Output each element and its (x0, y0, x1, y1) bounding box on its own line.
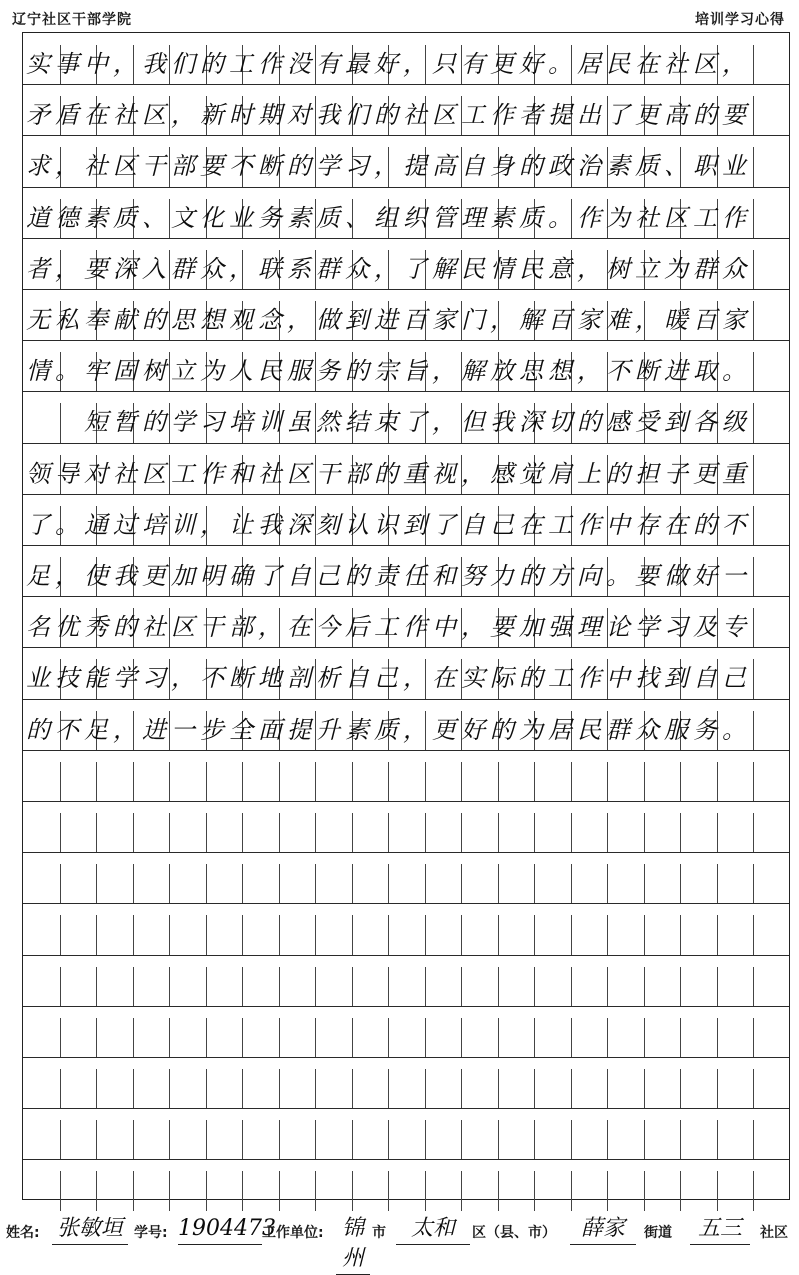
grid-row-line (23, 955, 789, 956)
grid-cell-divider (206, 1171, 207, 1210)
grid-cell-divider (571, 813, 572, 852)
handwritten-line: 矛盾在社区，新时期对我们的社区工作者提出了更高的要 (26, 101, 751, 130)
grid-cell-divider (60, 762, 61, 801)
grid-cell-divider (242, 864, 243, 903)
grid-cell-divider (680, 1120, 681, 1159)
grid-cell-divider (242, 1018, 243, 1057)
grid-cell-divider (133, 967, 134, 1006)
grid-cell-divider (388, 1069, 389, 1108)
grid-cell-divider (425, 762, 426, 801)
grid-row-line (23, 135, 789, 136)
grid-cell-divider (534, 1120, 535, 1159)
grid-cell-divider (279, 813, 280, 852)
grid-row-line (23, 801, 789, 802)
document-title: 培训学习心得 (695, 12, 785, 28)
grid-cell-divider (242, 1120, 243, 1159)
grid-cell-divider (753, 813, 754, 852)
grid-cell-divider (425, 813, 426, 852)
grid-cell-divider (242, 1171, 243, 1210)
grid-cell-divider (133, 1120, 134, 1159)
grid-row-line (23, 596, 789, 597)
grid-cell-divider (425, 1171, 426, 1210)
grid-cell-divider (717, 967, 718, 1006)
grid-cell-divider (534, 1069, 535, 1108)
grid-cell-divider (680, 813, 681, 852)
grid-cell-divider (425, 1120, 426, 1159)
grid-cell-divider (425, 1018, 426, 1057)
grid-cell-divider (534, 762, 535, 801)
grid-cell-divider (388, 1171, 389, 1210)
grid-cell-divider (315, 762, 316, 801)
grid-cell-divider (571, 915, 572, 954)
grid-cell-divider (133, 762, 134, 801)
grid-cell-divider (461, 915, 462, 954)
grid-cell-divider (607, 1018, 608, 1057)
grid-cell-divider (680, 915, 681, 954)
city-value: 锦州 (336, 1214, 370, 1275)
grid-cell-divider (169, 864, 170, 903)
grid-cell-divider (534, 1171, 535, 1210)
grid-cell-divider (279, 1069, 280, 1108)
handwritten-line: 者，要深入群众，联系群众，了解民情民意，树立为群众 (26, 254, 751, 283)
grid-cell-divider (206, 813, 207, 852)
grid-cell-divider (315, 915, 316, 954)
grid-cell-divider (388, 967, 389, 1006)
grid-cell-divider (680, 762, 681, 801)
grid-cell-divider (717, 762, 718, 801)
handwritten-line: 名优秀的社区干部，在今后工作中，要加强理论学习及专 (26, 613, 751, 642)
handwritten-line: 业技能学习，不断地剖析自己，在实际的工作中找到自己 (26, 664, 751, 693)
grid-cell-divider (279, 967, 280, 1006)
grid-cell-divider (534, 1018, 535, 1057)
district-label: 区（县、市） (472, 1225, 556, 1241)
grid-row-line (23, 494, 789, 495)
grid-cell-divider (206, 864, 207, 903)
grid-cell-divider (60, 915, 61, 954)
grid-cell-divider (571, 1120, 572, 1159)
page-header (0, 0, 799, 34)
grid-cell-divider (133, 1171, 134, 1210)
grid-cell-divider (644, 813, 645, 852)
grid-cell-divider (206, 1018, 207, 1057)
grid-cell-divider (461, 762, 462, 801)
grid-cell-divider (169, 1171, 170, 1210)
district-value: 太和 (396, 1214, 470, 1245)
grid-cell-divider (169, 1120, 170, 1159)
grid-cell-divider (96, 813, 97, 852)
grid-cell-divider (242, 1069, 243, 1108)
work-unit-label: 工作单位: (262, 1225, 324, 1241)
handwritten-line: 实事中，我们的工作没有最好，只有更好。居民在社区， (26, 50, 751, 78)
grid-cell-divider (133, 915, 134, 954)
grid-cell-divider (607, 864, 608, 903)
street-value: 薛家 (570, 1214, 636, 1245)
grid-cell-divider (242, 762, 243, 801)
grid-row-line (23, 238, 789, 239)
grid-cell-divider (498, 864, 499, 903)
grid-cell-divider (96, 1069, 97, 1108)
grid-cell-divider (680, 864, 681, 903)
grid-cell-divider (169, 967, 170, 1006)
grid-cell-divider (534, 864, 535, 903)
institution-name: 辽宁社区干部学院 (12, 12, 132, 28)
grid-cell-divider (717, 1018, 718, 1057)
grid-row-line (23, 750, 789, 751)
grid-cell-divider (425, 915, 426, 954)
grid-cell-divider (753, 1171, 754, 1210)
community-label: 社区 (760, 1225, 788, 1241)
grid-cell-divider (753, 967, 754, 1006)
student-id-label: 学号: (134, 1225, 168, 1241)
grid-cell-divider (534, 967, 535, 1006)
grid-cell-divider (644, 1171, 645, 1210)
handwritten-line: 求，社区干部要不断的学习，提高自身的政治素质、职业 (26, 152, 751, 181)
student-info-footer (0, 1212, 799, 1271)
grid-cell-divider (60, 1069, 61, 1108)
grid-cell-divider (753, 915, 754, 954)
grid-cell-divider (498, 967, 499, 1006)
grid-row-line (23, 1006, 789, 1007)
grid-cell-divider (571, 762, 572, 801)
grid-cell-divider (498, 1069, 499, 1108)
grid-cell-divider (753, 762, 754, 801)
grid-cell-divider (571, 1069, 572, 1108)
grid-cell-divider (644, 915, 645, 954)
grid-cell-divider (534, 915, 535, 954)
grid-row-line (23, 699, 789, 700)
handwritten-line: 足，使我更加明确了自己的责任和努力的方向。要做好一 (26, 562, 751, 590)
grid-row-line (23, 545, 789, 546)
grid-cell-divider (425, 864, 426, 903)
grid-cell-divider (96, 1171, 97, 1210)
grid-cell-divider (607, 915, 608, 954)
grid-cell-divider (388, 1018, 389, 1057)
grid-cell-divider (242, 813, 243, 852)
grid-cell-divider (352, 1018, 353, 1057)
grid-cell-divider (315, 1018, 316, 1057)
grid-row-line (23, 1057, 789, 1058)
grid-cell-divider (388, 762, 389, 801)
grid-cell-divider (60, 864, 61, 903)
grid-cell-divider (96, 967, 97, 1006)
grid-row-line (23, 852, 789, 853)
grid-row-line (23, 391, 789, 392)
grid-cell-divider (133, 813, 134, 852)
community-value: 五三 (690, 1214, 750, 1245)
grid-cell-divider (607, 1171, 608, 1210)
grid-row-line (23, 187, 789, 188)
grid-cell-divider (498, 1120, 499, 1159)
grid-cell-divider (644, 967, 645, 1006)
grid-cell-divider (461, 813, 462, 852)
grid-cell-divider (425, 1069, 426, 1108)
grid-cell-divider (498, 915, 499, 954)
handwritten-line: 的不足，进一步全面提升素质，更好的为居民群众服务。 (26, 715, 751, 744)
grid-cell-divider (717, 813, 718, 852)
grid-cell-divider (425, 967, 426, 1006)
grid-cell-divider (279, 1120, 280, 1159)
grid-cell-divider (315, 967, 316, 1006)
grid-row-line (23, 647, 789, 648)
grid-cell-divider (352, 1069, 353, 1108)
grid-cell-divider (60, 813, 61, 852)
grid-cell-divider (279, 915, 280, 954)
grid-cell-divider (607, 813, 608, 852)
grid-cell-divider (461, 1171, 462, 1210)
grid-cell-divider (206, 1069, 207, 1108)
grid-cell-divider (352, 915, 353, 954)
grid-cell-divider (315, 1120, 316, 1159)
grid-cell-divider (352, 864, 353, 903)
grid-cell-divider (242, 967, 243, 1006)
grid-cell-divider (279, 762, 280, 801)
grid-cell-divider (96, 1120, 97, 1159)
grid-cell-divider (279, 1171, 280, 1210)
grid-cell-divider (206, 967, 207, 1006)
grid-cell-divider (60, 1018, 61, 1057)
name-value: 张敏垣 (52, 1214, 128, 1245)
grid-cell-divider (461, 1018, 462, 1057)
grid-cell-divider (96, 762, 97, 801)
city-label: 市 (372, 1225, 386, 1241)
grid-cell-divider (133, 864, 134, 903)
grid-cell-divider (60, 1171, 61, 1210)
grid-row-line (23, 340, 789, 341)
grid-cell-divider (315, 813, 316, 852)
grid-cell-divider (169, 1069, 170, 1108)
grid-cell-divider (571, 1018, 572, 1057)
student-id-value: 1904473 (178, 1214, 262, 1245)
grid-cell-divider (388, 915, 389, 954)
handwritten-line: 道德素质、文化业务素质、组织管理素质。作为社区工作 (26, 203, 751, 232)
grid-cell-divider (133, 1069, 134, 1108)
grid-cell-divider (315, 1171, 316, 1210)
grid-cell-divider (388, 864, 389, 903)
grid-cell-divider (680, 1018, 681, 1057)
handwritten-line: 情。牢固树立为人民服务的宗旨，解放思想，不断进取。 (26, 357, 751, 386)
grid-cell-divider (644, 762, 645, 801)
grid-cell-divider (717, 915, 718, 954)
grid-cell-divider (315, 864, 316, 903)
grid-row-line (23, 1108, 789, 1109)
grid-cell-divider (242, 915, 243, 954)
grid-cell-divider (498, 762, 499, 801)
grid-cell-divider (60, 1120, 61, 1159)
grid-cell-divider (644, 1120, 645, 1159)
grid-cell-divider (206, 1120, 207, 1159)
grid-cell-divider (352, 762, 353, 801)
handwritten-line: 领导对社区工作和社区干部的重视，感觉肩上的担子更重 (26, 459, 751, 488)
handwritten-line: 短暂的学习培训虽然结束了，但我深切的感受到各级 (26, 408, 751, 437)
grid-row-line (23, 1159, 789, 1160)
grid-row-line (23, 289, 789, 290)
grid-cell-divider (717, 1120, 718, 1159)
grid-cell-divider (607, 967, 608, 1006)
grid-cell-divider (498, 1018, 499, 1057)
grid-cell-divider (352, 813, 353, 852)
grid-cell-divider (169, 813, 170, 852)
grid-cell-divider (206, 915, 207, 954)
grid-cell-divider (753, 1069, 754, 1108)
grid-cell-divider (352, 1171, 353, 1210)
grid-cell-divider (717, 1171, 718, 1210)
grid-cell-divider (680, 1069, 681, 1108)
grid-cell-divider (607, 1069, 608, 1108)
handwritten-line: 了。通过培训，让我深刻认识到了自己在工作中存在的不 (26, 510, 751, 539)
grid-cell-divider (498, 1171, 499, 1210)
grid-row-line (23, 443, 789, 444)
grid-cell-divider (717, 1069, 718, 1108)
grid-cell-divider (169, 1018, 170, 1057)
name-label: 姓名: (6, 1225, 40, 1241)
grid-cell-divider (461, 1069, 462, 1108)
grid-cell-divider (96, 864, 97, 903)
grid-cell-divider (388, 813, 389, 852)
grid-cell-divider (279, 1018, 280, 1057)
grid-cell-divider (388, 1120, 389, 1159)
grid-cell-divider (753, 1120, 754, 1159)
street-label: 街道 (644, 1225, 672, 1241)
grid-cell-divider (461, 864, 462, 903)
grid-cell-divider (352, 967, 353, 1006)
grid-cell-divider (644, 864, 645, 903)
grid-cell-divider (571, 864, 572, 903)
grid-cell-divider (753, 1018, 754, 1057)
grid-cell-divider (571, 967, 572, 1006)
grid-cell-divider (96, 915, 97, 954)
grid-cell-divider (169, 915, 170, 954)
handwritten-line: 无私奉献的思想观念，做到进百家门，解百家难，暖百家 (26, 306, 751, 334)
grid-cell-divider (133, 1018, 134, 1057)
grid-cell-divider (352, 1120, 353, 1159)
grid-cell-divider (60, 967, 61, 1006)
grid-row-line (23, 903, 789, 904)
grid-cell-divider (461, 1120, 462, 1159)
grid-cell-divider (571, 1171, 572, 1210)
grid-cell-divider (461, 967, 462, 1006)
grid-cell-divider (498, 813, 499, 852)
grid-cell-divider (96, 1018, 97, 1057)
grid-cell-divider (717, 864, 718, 903)
grid-cell-divider (607, 1120, 608, 1159)
grid-cell-divider (680, 967, 681, 1006)
grid-row-line (23, 84, 789, 85)
grid-cell-divider (279, 864, 280, 903)
grid-cell-divider (169, 762, 170, 801)
grid-cell-divider (315, 1069, 316, 1108)
grid-cell-divider (680, 1171, 681, 1210)
grid-cell-divider (607, 762, 608, 801)
grid-cell-divider (644, 1018, 645, 1057)
grid-cell-divider (644, 1069, 645, 1108)
grid-cell-divider (753, 864, 754, 903)
grid-cell-divider (206, 762, 207, 801)
grid-cell-divider (534, 813, 535, 852)
